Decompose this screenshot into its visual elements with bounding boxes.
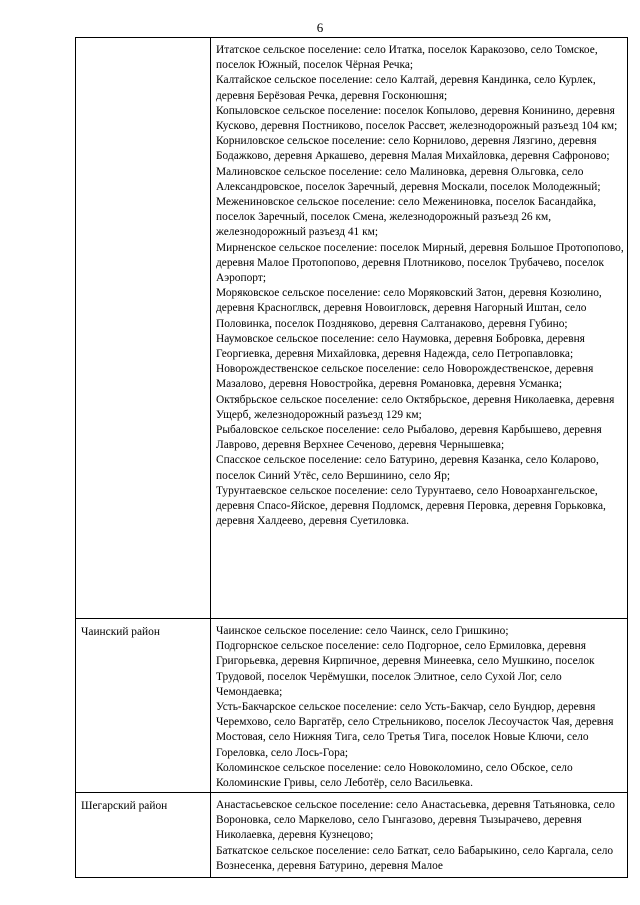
settlement-entry: Баткатское сельское поселение: село Баткат, село Бабарыкино, село Каргала, село Вознесенка, деревня Батурино, деревня Малое	[216, 844, 614, 872]
district-cell: Шегарский район	[76, 793, 211, 878]
settlement-entry: Новорождественское сельское поселение: село Новорождественское, деревня Мазалово, деревня Новостройка, деревня Романовка, деревня Усманка;	[216, 363, 594, 391]
settlement-entry: Наумовское сельское поселение: село Наумовка, деревня Бобровка, деревня Георгиевка, деревня Михайловка, деревня Надежда, село Петропавловка;	[216, 332, 585, 361]
settlement-entry: Усть-Бакчарское сельское поселение: село Усть-Бакчар, село Бундюр, деревня Черемхово, село Варгатёр, село Стрельниково, поселок Лесоучасток Чая, деревня Мостовая, село Нижняя Тига, село Третья Тига, поселок Новые Ключи, село Гореловка, село Лось-Гора;	[216, 701, 614, 759]
settlements-table	[75, 37, 628, 878]
settlement-entry: Корниловское сельское поселение: село Корнилово, деревня Лязгино, деревня Бодажково, деревня Аркашево, деревня Малая Михайловка, деревня Сафроново;	[216, 135, 610, 163]
settlement-entry: Коломинское сельское поселение: село Новоколомино, село Обское, село Коломинские Гривы, село Леботёр, село Васильевка.	[216, 761, 573, 790]
settlement-entry: Копыловское сельское поселение: поселок Копылово, деревня Конинино, деревня Кусково, деревня Постниково, поселок Рассвет, железнодорожный разъезд 104 км;	[216, 104, 618, 133]
table-row	[76, 793, 628, 878]
settlement-entry: Турунтаевское сельское поселение: село Турунтаево, село Новоархангельское, деревня Спасо-Яйское, деревня Подломск, деревня Перовка, деревня Горьковка, деревня Халдеево, деревня Суетиловка.	[216, 484, 606, 528]
table-row	[76, 38, 628, 619]
settlement-entry: Итатское сельское поселение: село Итатка, поселок Каракозово, село Томское, поселок Южный, поселок Чёрная Речка;	[216, 44, 598, 72]
settlement-entry: Анастасьевское сельское поселение: село Анастасьевка, деревня Татьяновка, село Вороновка, село Маркелово, село Гынгазово, деревня Тызырачево, деревня Николаевка, деревня Кузнецово;	[216, 799, 615, 842]
settlement-entry: Моряковское сельское поселение: село Моряковский Затон, деревня Козюлино, деревня Красноглвск, деревня Новоигловск, деревня Нагорный Иштан, село Половинка, поселок Поздняково, деревня Салтанаково, деревня Губино;	[216, 287, 602, 330]
settlement-entry: Подгорнское сельское поселение: село Подгорное, село Ермиловка, деревня Григорьевка, деревня Кирпичное, деревня Минеевка, село Мушкино, поселок Трудовой, поселок Черёмушки, поселок Элитное, село Сухой Лог, село Чемондаевка;	[216, 640, 595, 698]
table-row	[76, 619, 628, 793]
settlement-entry: Октябрьское сельское поселение: село Октябрьское, деревня Николаевка, деревня Ущерб, железнодорожный разъезд 129 км;	[216, 393, 615, 421]
district-cell	[76, 38, 211, 619]
page-number: 6	[316, 20, 324, 35]
settlement-entry: Межениновское сельское поселение: село Межениновка, поселок Басандайка, поселок Заречный, поселок Смена, железнодорожный разъезд 26 км, железнодорожный разъезд 41 км;	[216, 196, 597, 239]
district-cell: Чаинский район	[76, 619, 211, 793]
settlement-entry: Чаинское сельское поселение: село Чаинск, село Гришкино;	[216, 625, 509, 637]
settlement-entry: Рыбаловское сельское поселение: село Рыбалово, деревня Карбышево, деревня Лаврово, деревня Верхнее Сеченово, деревня Чернышевка;	[216, 424, 602, 452]
settlement-entry: Малиновское сельское поселение: село Малиновка, деревня Ольговка, село Александровское, поселок Заречный, деревня Москали, поселок Молодежный;	[216, 165, 601, 193]
settlement-entry: Калтайское сельское поселение: село Калтай, деревня Кандинка, село Курлек, деревня Берёзовая Речка, деревня Госконюшня;	[216, 74, 596, 102]
settlements-cell	[211, 619, 628, 793]
settlements-cell	[211, 38, 628, 619]
settlements-cell	[211, 793, 628, 878]
settlement-entry: Спасское сельское поселение: село Батурино, деревня Казанка, село Коларово, поселок Синий Утёс, село Вершинино, село Яр;	[216, 454, 599, 482]
settlement-entry: Мирненское сельское поселение: поселок Мирный, деревня Большое Протопопово, деревня Малое Протопопово, деревня Плотниково, поселок Трубачево, поселок Аэропорт;	[216, 241, 624, 285]
